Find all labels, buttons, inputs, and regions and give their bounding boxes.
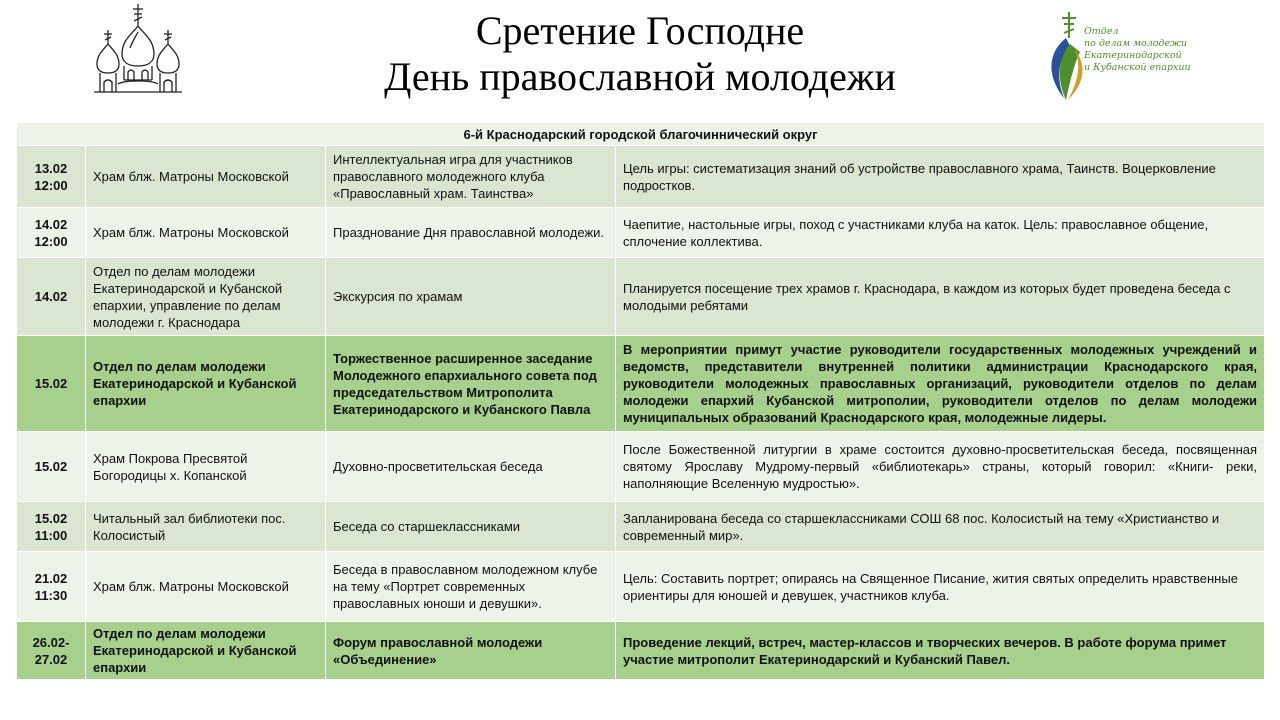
event-description: В мероприятии примут участие руководители государственных молодежных учреждений и ведомств, представители внутренней политики администрации Краснодарского края, руководители молодежных православных организаций, руководители отделов по делам молодежи епархий Кубанской митрополии, руководители отделов по делам молодежи муниципальных образований Краснодарского края, молодежные лидеры. [616,336,1265,432]
table-row [17,432,1265,502]
table-row [17,502,1265,552]
event-description: Запланирована беседа со старшеклассниками СОШ 68 пос. Колосистый на тему «Христианство и современный мир». [616,502,1265,552]
section-title: 6-й Краснодарский городской благочиннический округ [17,123,1265,146]
event-description: Цель игры: систематизация знаний об устройстве православного храма, Таинств. Воцерковление подростков. [616,146,1265,208]
event-place: Храм блж. Матроны Московской [86,552,326,622]
event-place: Отдел по делам молодежи Екатеринодарской и Кубанской епархии [86,622,326,680]
cross-flame-icon [1040,8,1090,104]
event-place: Храм блж. Матроны Московской [86,208,326,258]
event-title: Интеллектуальная игра для участников православного молодежного клуба «Православный храм. Таинства» [326,146,616,208]
event-title: Форум православной молодежи «Объединение» [326,622,616,680]
event-description: Цель: Составить портрет; опираясь на Священное Писание, жития святых определить нравственные ориентиры для юношей и девушек, участников клуба. [616,552,1265,622]
title-line-2: День православной молодежи [384,54,896,99]
event-title: Экскурсия по храмам [326,258,616,336]
event-description: Проведение лекций, встреч, мастер-классов и творческих вечеров. В работе форума примет участие митрополит Екатеринодарский и Кубанский Павел. [616,622,1265,680]
table-row-highlight [17,336,1265,432]
event-title: Духовно-просветительская беседа [326,432,616,502]
event-description: Чаепитие, настольные игры, поход с участниками клуба на каток. Цель: православное общение, сплочение коллектива. [616,208,1265,258]
event-title: Празднование Дня православной молодежи. [326,208,616,258]
event-place: Отдел по делам молодежи Екатеринодарской и Кубанской епархии, управление по делам молодежи г. Краснодара [86,258,326,336]
event-date: 14.02 [17,258,86,336]
church-domes-icon [88,2,188,100]
event-description: После Божественной литургии в храме состоится духовно-просветительская беседа, посвященная святому Ярославу Мудрому-первый «библиотекарь» страны, который говорил: «Книги- реки, наполняющие Вселенную мудростью». [616,432,1265,502]
event-date: 15.02 [17,432,86,502]
page-title [270,8,1010,100]
event-title: Беседа со старшеклассниками [326,502,616,552]
event-place: Храм Покрова Пресвятой Богородицы х. Копанской [86,432,326,502]
title-line-1: Сретение Господне [475,8,805,53]
event-title: Торжественное расширенное заседание Молодежного епархиального совета под председательством Митрополита Екатеринодарского и Кубанского Павла [326,336,616,432]
event-description: Планируется посещение трех храмов г. Краснодара, в каждом из которых будет проведена беседа с молодыми ребятами [616,258,1265,336]
department-logo-text: Отдел по делам молодежи Екатеринодарской и Кубанской епархии [1084,26,1191,73]
event-title: Беседа в православном молодежном клубе на тему «Портрет современных православных юноши и девушки». [326,552,616,622]
event-date: 15.02 11:00 [17,502,86,552]
event-date: 21.02 11:30 [17,552,86,622]
table-row [17,146,1265,208]
event-date: 15.02 [17,336,86,432]
table-row-highlight [17,622,1265,680]
event-place: Отдел по делам молодежи Екатеринодарской и Кубанской епархии [86,336,326,432]
department-logo [1040,8,1200,104]
event-date: 14.02 12:00 [17,208,86,258]
table-row [17,552,1265,622]
event-date: 13.02 12:00 [17,146,86,208]
event-place: Храм блж. Матроны Московской [86,146,326,208]
table-row [17,258,1265,336]
table-row [17,208,1265,258]
event-place: Читальный зал библиотеки пос. Колосистый [86,502,326,552]
schedule-table [16,122,1265,680]
section-header-row [17,123,1265,146]
event-date: 26.02- 27.02 [17,622,86,680]
